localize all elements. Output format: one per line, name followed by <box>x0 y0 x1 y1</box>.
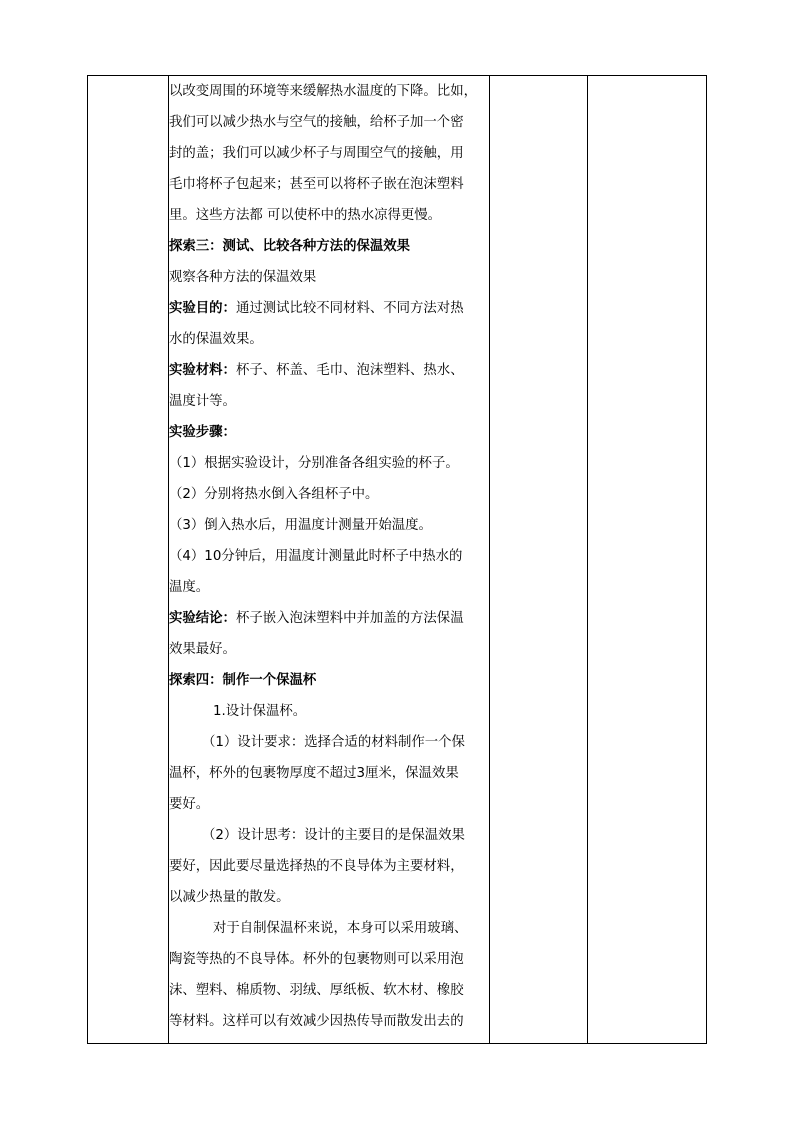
text-line <box>169 913 489 944</box>
bold-label: 探索四：制作一个保温杯 <box>169 673 317 688</box>
text-line <box>169 200 489 231</box>
bold-label: 探索三：测试、比较各种方法的保温效果 <box>169 239 411 254</box>
bold-label: 实验目的： <box>169 301 236 316</box>
text-line <box>169 262 489 293</box>
text-line <box>169 944 489 975</box>
text-segment: 要好，因此要尽量选择热的不良导体为主要材料， <box>169 859 464 874</box>
text-segment: 封的盖；我们可以减少杯子与周围空气的接触，用 <box>169 146 464 161</box>
text-line <box>169 417 489 448</box>
text-segment: （4）10分钟后，用温度计测量此时杯子中热水的 <box>169 549 463 564</box>
text-segment: （2）设计思考：设计的主要目的是保温效果 <box>202 828 465 843</box>
text-segment: 温杯，杯外的包裹物厚度不超过3厘米，保温效果 <box>169 766 459 781</box>
text-line <box>169 231 489 262</box>
text-segment: 观察各种方法的保温效果 <box>169 270 317 285</box>
text-line <box>169 76 489 107</box>
text-line <box>169 293 489 324</box>
text-segment: 水的保温效果。 <box>169 332 263 347</box>
text-segment: （1）设计要求：选择合适的材料制作一个保 <box>202 735 465 750</box>
text-line <box>169 541 489 572</box>
text-line <box>169 510 489 541</box>
text-line <box>169 386 489 417</box>
text-line <box>169 448 489 479</box>
text-line <box>169 820 489 851</box>
text-line <box>169 169 489 200</box>
text-line <box>169 479 489 510</box>
text-line <box>169 634 489 665</box>
column-divider-3 <box>587 76 588 1043</box>
text-line <box>169 1006 489 1037</box>
content-cell <box>169 76 489 1037</box>
text-line <box>169 324 489 355</box>
text-line <box>169 758 489 789</box>
text-line <box>169 665 489 696</box>
text-line <box>169 727 489 758</box>
text-segment: 效果最好。 <box>169 642 236 657</box>
text-line <box>169 603 489 634</box>
text-segment: 杯子嵌入泡沫塑料中并加盖的方法保温 <box>235 611 464 626</box>
text-segment: 要好。 <box>169 797 210 812</box>
bold-label: 实验材料： <box>169 363 236 378</box>
text-line <box>169 107 489 138</box>
text-segment: 以改变周围的环境等来缓解热水温度的下降。比如， <box>169 84 477 99</box>
text-segment: 温度。 <box>169 580 210 595</box>
text-line <box>169 789 489 820</box>
text-segment: 温度计等。 <box>169 394 236 409</box>
bold-label: 实验结论： <box>169 611 236 626</box>
text-segment: 1.设计保温杯。 <box>213 704 307 719</box>
text-line <box>169 572 489 603</box>
text-segment: 毛巾将杯子包起来；甚至可以将杯子嵌在泡沫塑料 <box>169 177 464 192</box>
text-segment: 沫、塑料、棉质物、羽绒、厚纸板、软木材、橡胶 <box>169 983 464 998</box>
text-segment: 通过测试比较不同材料、不同方法对热 <box>235 301 464 316</box>
text-line <box>169 851 489 882</box>
text-line <box>169 882 489 913</box>
column-divider-2 <box>489 76 490 1043</box>
text-segment: 陶瓷等热的不良导体。杯外的包裹物则可以采用泡 <box>169 952 464 967</box>
text-segment: （2）分别将热水倒入各组杯子中。 <box>169 487 379 502</box>
text-segment: 对于自制保温杯来说，本身可以采用玻璃、 <box>213 921 468 936</box>
text-line <box>169 138 489 169</box>
bold-label: 实验步骤： <box>169 425 236 440</box>
text-line <box>169 696 489 727</box>
text-segment: （1）根据实验设计，分别准备各组实验的杯子。 <box>169 456 459 471</box>
text-segment: 以减少热量的散发。 <box>169 890 290 905</box>
text-segment: 杯子、杯盖、毛巾、泡沫塑料、热水、 <box>235 363 464 378</box>
text-line <box>169 975 489 1006</box>
lesson-table <box>87 75 707 1044</box>
text-segment: 里。这些方法都 可以使杯中的热水凉得更慢。 <box>169 208 442 223</box>
text-line <box>169 355 489 386</box>
text-segment: （3）倒入热水后，用温度计测量开始温度。 <box>169 518 432 533</box>
text-segment: 我们可以减少热水与空气的接触，给杯子加一个密 <box>169 115 464 130</box>
text-segment: 等材料。这样可以有效减少因热传导而散发出去的 <box>169 1014 464 1029</box>
